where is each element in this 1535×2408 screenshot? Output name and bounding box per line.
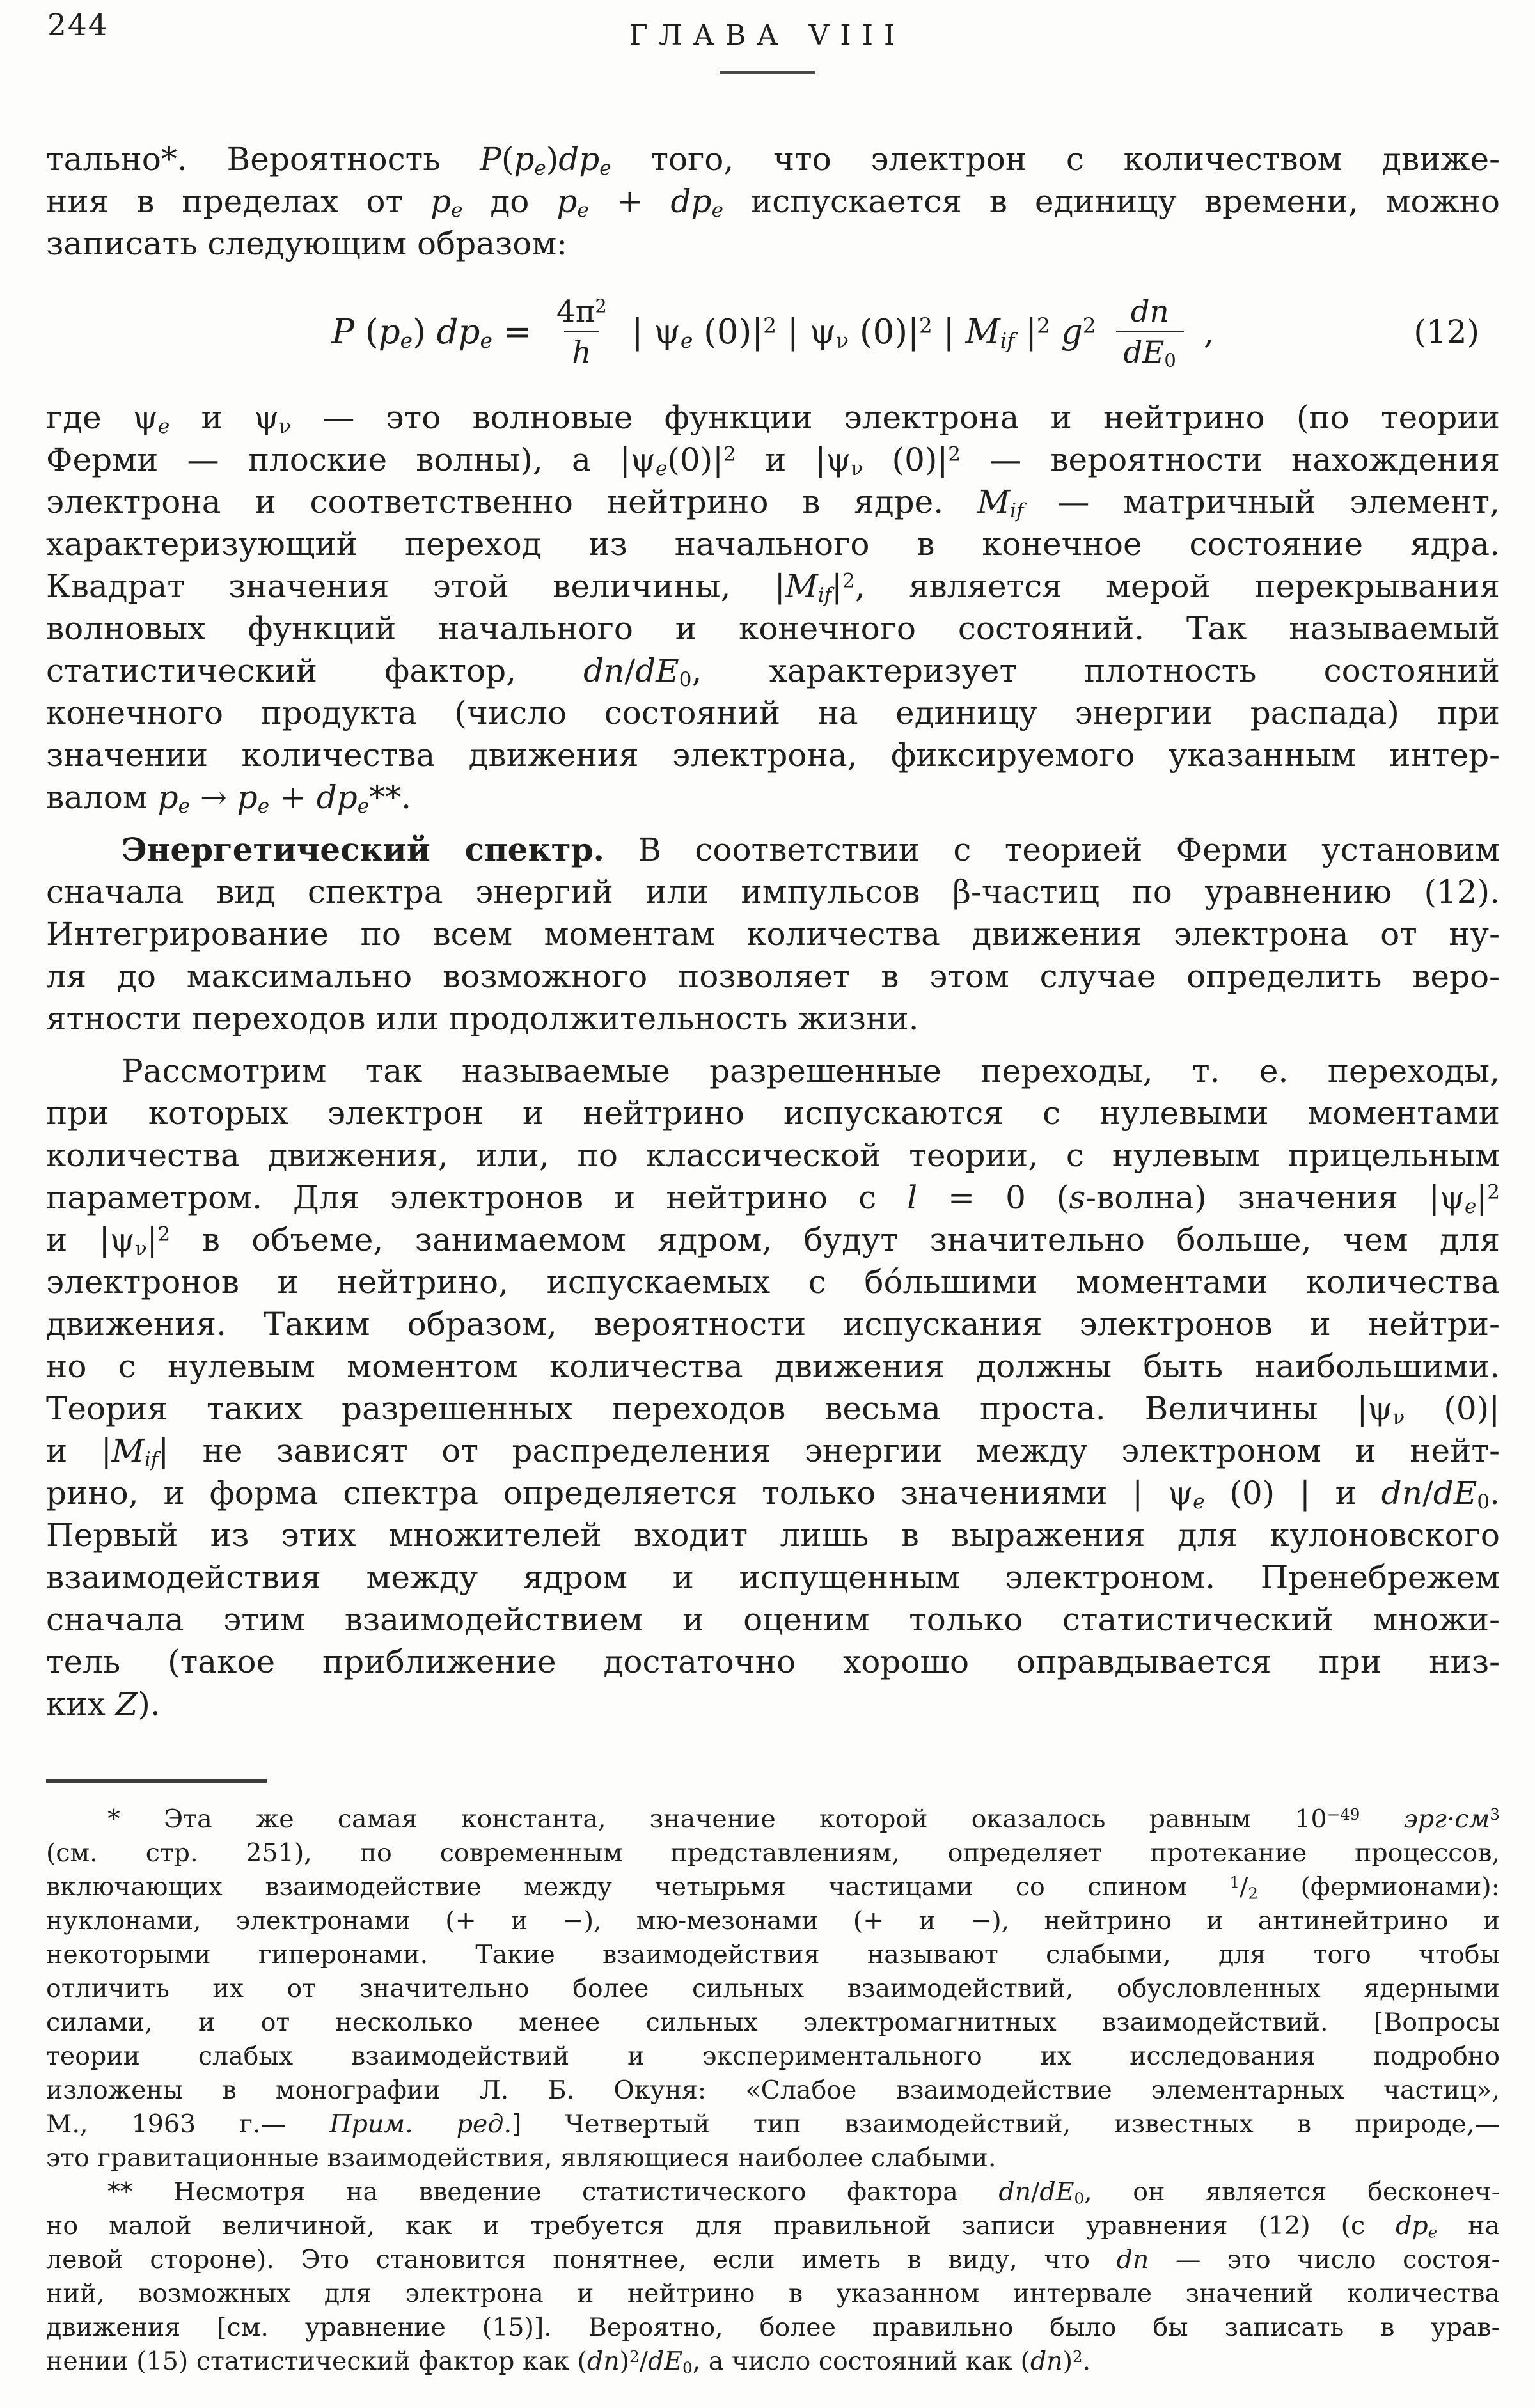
text-run: ν xyxy=(836,327,849,353)
text-run: 0 xyxy=(1477,1490,1490,1513)
text-run: 2 xyxy=(1082,313,1096,338)
equation-number: (12) xyxy=(1413,313,1479,350)
text-line: ятности переходов или продолжительность жизни. xyxy=(46,1000,919,1037)
text-run: 0 xyxy=(679,668,692,691)
text-line: движения [см. уравнение (15)]. Вероятно, более правильно было бы записать в урав- xyxy=(46,2313,1500,2342)
text-run: if xyxy=(817,583,832,607)
text-run: 2 xyxy=(1037,313,1050,338)
text-run: e xyxy=(711,198,723,222)
text-line: электрона и соответственно нейтрино в ядре. Mif — матричный элемент, xyxy=(46,483,1500,522)
text-run: e xyxy=(480,327,492,353)
text-line: сначала вид спектра энергий или импульсов β-частиц по уравнению (12). xyxy=(46,873,1500,911)
fraction-numerator: $4\pi^2$ xyxy=(556,293,607,329)
text-line: нуклонами, электронами (+ и −), мю-мезонами (+ и −), нейтрино и антинейтрино и xyxy=(46,1906,1500,1935)
text-run: dn xyxy=(1116,2245,1149,2274)
fraction-numerator xyxy=(1126,293,1174,331)
text-line: взаимодействия между ядром и испущенным электроном. Пренебрежем xyxy=(46,1559,1500,1596)
equation-12 xyxy=(46,284,1500,380)
text-run: e xyxy=(1465,1194,1477,1218)
text-line: конечного продукта (число состояний на единицу энергии распада) при xyxy=(46,694,1500,731)
text-line: ний, возможных для электрона и нейтрино в указанном интервале значений количества xyxy=(46,2279,1500,2308)
equation-comma: , xyxy=(1192,312,1215,352)
text-run: M xyxy=(111,1432,145,1469)
equation-fraction-2 xyxy=(1116,293,1184,371)
text-run: dn xyxy=(1381,1474,1422,1512)
text-run: dn xyxy=(586,2347,620,2376)
text-line: (см. стр. 251), по современным представлениям, определяет протекание процессов, xyxy=(46,1838,1500,1868)
equation-lhs: P (pe) dpe = xyxy=(331,312,543,353)
text-line: теории слабых взаимодействий и экспериментального их исследования подробно xyxy=(46,2042,1500,2071)
text-run: if xyxy=(1010,499,1024,522)
text-run: e xyxy=(357,794,370,818)
text-line: Энергетический спектр. В соответствии с теорией Ферми установим xyxy=(122,831,1500,868)
text-run: dn xyxy=(1030,2347,1063,2376)
text-line: ких Z). xyxy=(46,1685,161,1723)
text-line: силами, и от несколько менее сильных электромагнитных взаимодействий. [Вопросы xyxy=(46,2008,1500,2037)
running-header xyxy=(0,0,1535,87)
fraction-denominator xyxy=(564,331,599,368)
text-run: if xyxy=(1000,327,1015,353)
text-line: ля до максимально возможного позволяет в этом случае определить веро- xyxy=(46,958,1500,995)
text-run: 2 xyxy=(723,442,736,466)
fraction-denominator xyxy=(1116,331,1184,371)
text-run: 0 xyxy=(1074,2189,1085,2208)
text-line: включающих взаимодействие между четырьмя частицами со спином $^1$/2 (фермионами): xyxy=(46,1872,1500,1903)
text-run: e xyxy=(1193,1490,1205,1513)
header-rule xyxy=(720,71,815,74)
text-run: 2 xyxy=(157,1223,171,1246)
text-run: M xyxy=(977,483,1011,520)
text-run: p xyxy=(378,312,400,352)
text-run: ν xyxy=(279,414,292,438)
text-run: ν xyxy=(1392,1405,1405,1429)
text-run: p xyxy=(430,183,452,220)
text-run: M xyxy=(785,568,818,605)
text-run: dE xyxy=(635,652,679,689)
text-line: Ферми — плоские волны), а $|\psi e(0)|^2$ и |ψν $(0)|^2$ — вероятности нахождения xyxy=(46,441,1500,480)
text-line: электронов и нейтрино, испускаемых с бо́льшими моментами количества xyxy=(46,1263,1500,1301)
paragraph xyxy=(46,396,1500,818)
text-run: P xyxy=(480,141,501,178)
text-run: dp xyxy=(436,312,480,352)
text-line: тально*. Вероятность P(pe)dpe того, что электрон с количеством движе- xyxy=(46,141,1500,180)
text-line: но с нулевым моментом количества движения должны быть наибольшими. xyxy=(46,1348,1500,1385)
text-run: Z xyxy=(115,1685,138,1723)
body-text xyxy=(46,138,1500,1725)
text-run: l xyxy=(907,1179,918,1216)
text-run: p xyxy=(514,141,535,178)
equation-fraction-1 xyxy=(551,293,612,370)
text-line: и |Mif| не зависят от распределения энергии между электроном и нейт- xyxy=(46,1432,1500,1471)
text-line: но малой величиной, как и требуется для правильной записи уравнения (12) (с dpe на xyxy=(46,2211,1500,2242)
text-run: dp xyxy=(1396,2211,1428,2240)
text-line: характеризующий переход из начального в конечное состояние ядра. xyxy=(46,526,1500,563)
text-run: dE xyxy=(647,2347,683,2376)
text-run: dp xyxy=(558,141,600,178)
text-run: 2 xyxy=(629,2347,640,2366)
text-line: отличить их от значительно более сильных взаимодействий, обусловленных ядерными xyxy=(46,1974,1500,2003)
paragraph-energy-spectrum xyxy=(46,829,1500,1040)
text-run: dE xyxy=(1123,334,1165,370)
text-run: 2 xyxy=(595,295,607,317)
text-line: количества движения, или, по классической теории, с нулевым прицельным xyxy=(46,1137,1500,1174)
text-line: Первый из этих множителей входит лишь в выражения для кулоновского xyxy=(46,1517,1500,1554)
text-run: dp xyxy=(316,779,358,816)
text-line: * Эта же самая константа, значение которой оказалось равным $10^{-49}$ $эрг\cdot см^3$ xyxy=(107,1804,1500,1834)
text-run: −49 xyxy=(1326,1804,1360,1824)
text-line: где ψe и ψν — это волновые функции электрона и нейтрино (по теории xyxy=(46,399,1500,438)
text-line: рино, и форма спектра определяется только значениями | ψe (0) | и dn/dE0. xyxy=(46,1474,1500,1513)
text-run: Энергетический спектр. xyxy=(122,831,604,868)
text-run: ν xyxy=(851,457,863,480)
text-run: 3 xyxy=(1490,1804,1500,1824)
text-run: h xyxy=(572,334,592,370)
text-run: Прим. ред. xyxy=(329,2109,512,2139)
text-line: М., 1963 г.— Прим. ред.] Четвертый тип взаимодействий, известных в природе,— xyxy=(46,2109,1500,2139)
text-line: Квадрат значения этой величины, $|Mif|^2$, является мерой перекрывания xyxy=(46,568,1500,607)
footnote-star xyxy=(46,1802,1500,2175)
footnote-separator xyxy=(46,1779,267,1783)
text-line: левой стороне). Это становится понятнее, если иметь в виду, что dn — это число состоя- xyxy=(46,2245,1500,2274)
text-line: волновых функций начального и конечного состояний. Так называемый xyxy=(46,610,1500,647)
equation-middle: | ψe $(0)|^2$ | ψν $(0)|^2$ | Mif $|^2$ $g^2$ xyxy=(620,312,1096,353)
text-run: e xyxy=(680,327,693,353)
text-line: и $|\psi\nu|^2$ в объеме, занимаемом ядром, будут значительно больше, чем для xyxy=(46,1221,1500,1260)
text-run: e xyxy=(400,327,413,353)
text-run: 0 xyxy=(682,2358,693,2377)
text-run: e xyxy=(1428,2223,1438,2242)
text-run: эрг·см xyxy=(1403,1804,1490,1834)
text-run: dn xyxy=(998,2177,1032,2207)
text-run: dE xyxy=(1433,1474,1477,1512)
text-line: движения. Таким образом, вероятности испускания электронов и нейтри- xyxy=(46,1306,1500,1343)
text-line: ** Несмотря на введение статистического фактора dn/dE0, он является бесконеч- xyxy=(107,2177,1500,2208)
text-run: if xyxy=(144,1448,159,1471)
text-run: 2 xyxy=(918,313,933,338)
text-run: P xyxy=(331,312,355,352)
paragraph-allowed-transitions xyxy=(46,1050,1500,1725)
text-run: p xyxy=(556,183,578,220)
text-run: 2 xyxy=(763,313,777,338)
text-run: 2 xyxy=(1248,1884,1258,1903)
text-run: g xyxy=(1060,312,1083,352)
text-line: это гравитационные взаимодействия, являющиеся наиболее слабыми. xyxy=(46,2143,996,2173)
text-line: валом pe → pe + dpe**. xyxy=(46,779,412,818)
text-line: параметром. Для электронов и нейтрино с l = 0 (s-волна) значения $|\psi e|^2$ xyxy=(46,1179,1500,1218)
text-line: нении (15) статистический фактор как (dn)$^2$/dE0, а число состояний как (dn)$^2$. xyxy=(46,2347,1091,2377)
text-line: Теория таких разрешенных переходов весьма проста. Величины |ψν (0)| xyxy=(46,1390,1500,1429)
text-line: значении количества движения электрона, фиксируемого указанным интер- xyxy=(46,737,1500,774)
chapter-title: ГЛАВА VIII xyxy=(629,19,906,52)
footnotes xyxy=(46,1802,1500,2379)
text-run: e xyxy=(577,198,589,222)
text-line: Рассмотрим так называемые разрешенные переходы, т. е. переходы, xyxy=(122,1052,1500,1090)
text-run: dp xyxy=(670,183,712,220)
text-line: ния в пределах от pe до pe + dpe испускается в единицу времени, можно xyxy=(46,183,1500,222)
text-run: dn xyxy=(1130,293,1169,329)
text-run: e xyxy=(599,156,611,180)
text-run: dE xyxy=(1039,2177,1074,2207)
text-run: 2 xyxy=(1073,2347,1083,2366)
text-run: 0 xyxy=(1164,348,1176,371)
text-line: записать следующим образом: xyxy=(46,225,568,262)
page-number: 244 xyxy=(47,8,109,43)
text-line: изложены в монографии Л. Б. Окуня: «Слабое взаимодействие элементарных частиц», xyxy=(46,2076,1500,2105)
text-line: некоторыми гиперонами. Такие взаимодействия называют слабыми, для того чтобы xyxy=(46,1940,1500,1969)
text-run: ν xyxy=(134,1237,147,1260)
text-run: e xyxy=(451,198,463,222)
text-run: 2 xyxy=(842,569,855,593)
text-run: p xyxy=(157,779,178,816)
text-run: e xyxy=(157,414,170,438)
footnote-double-star xyxy=(46,2175,1500,2379)
text-run: 2 xyxy=(948,442,961,466)
text-line: при которых электрон и нейтрино испускаются с нулевыми моментами xyxy=(46,1095,1500,1132)
text-run: s xyxy=(1069,1179,1086,1216)
text-run: dn xyxy=(583,652,625,689)
text-line: Интегрирование по всем моментам количества движения электрона от ну- xyxy=(46,916,1500,953)
text-run: M xyxy=(965,312,1000,352)
text-run: e xyxy=(656,457,668,480)
text-run: 2 xyxy=(1487,1180,1500,1204)
text-line: тель (такое приближение достаточно хорошо оправдывается при низ- xyxy=(46,1643,1500,1680)
text-line: статистический фактор, dn/dE0, характеризует плотность состояний xyxy=(46,652,1500,691)
text-run: e xyxy=(534,156,546,180)
paragraph xyxy=(46,138,1500,265)
text-run: e xyxy=(178,794,190,818)
text-run: e xyxy=(257,794,270,818)
text-run: p xyxy=(237,779,258,816)
text-run: 1 xyxy=(1229,1872,1240,1891)
text-line: сначала этим взаимодействием и оценим только статистический множи- xyxy=(46,1601,1500,1638)
